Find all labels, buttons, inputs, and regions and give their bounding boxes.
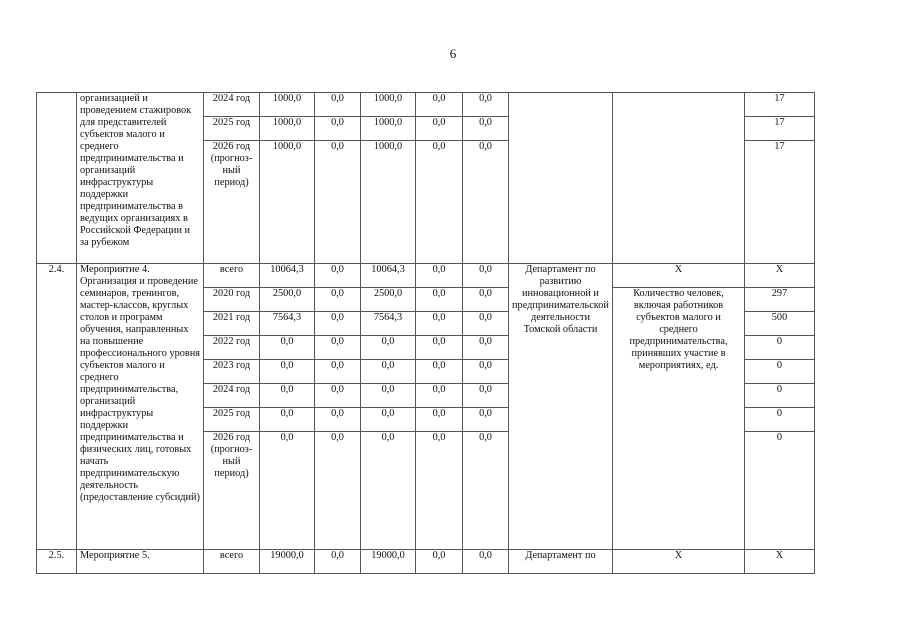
value-other: 0,0 <box>463 93 509 117</box>
value-local: 0,0 <box>416 117 463 141</box>
value-local: 0,0 <box>416 288 463 312</box>
value-regional: 0,0 <box>361 360 416 384</box>
value-regional: 0,0 <box>361 408 416 432</box>
measure-description: Мероприятие 5. <box>77 550 204 574</box>
target-value: 0 <box>745 336 815 360</box>
value-local: 0,0 <box>416 312 463 336</box>
value-regional: 19000,0 <box>361 550 416 574</box>
page-number: 6 <box>449 46 457 61</box>
value-federal: 0,0 <box>315 432 361 550</box>
value-federal: 0,0 <box>315 550 361 574</box>
year-cell: 2021 год <box>204 312 260 336</box>
value-federal: 0,0 <box>315 408 361 432</box>
value-federal: 0,0 <box>315 117 361 141</box>
value-federal: 0,0 <box>315 288 361 312</box>
value-local: 0,0 <box>416 432 463 550</box>
value-other: 0,0 <box>463 384 509 408</box>
value-total: 0,0 <box>260 432 315 550</box>
table-row <box>37 93 815 117</box>
program-table <box>36 92 815 574</box>
indicator-cell <box>613 93 745 264</box>
target-value: 0 <box>745 360 815 384</box>
value-other: 0,0 <box>463 288 509 312</box>
value-other: 0,0 <box>463 117 509 141</box>
indicator-cell: Х <box>613 550 745 574</box>
value-federal: 0,0 <box>315 141 361 264</box>
year-cell: 2025 год <box>204 117 260 141</box>
target-value: 297 <box>745 288 815 312</box>
measure-description: Мероприятие 4. Организация и проведение семинаров, тренингов, мастер-классов, круглых столов и программ обучения, направленных на повышение профессионального уровня субъектов малого и среднего предпринимательства, организаций инфраструктуры поддержки предпринимательства и физических лиц, готовых начать предпринимательскую деятельность (предоставление субсидий) <box>77 264 204 550</box>
value-regional: 1000,0 <box>361 141 416 264</box>
value-federal: 0,0 <box>315 93 361 117</box>
value-other: 0,0 <box>463 408 509 432</box>
value-total: 1000,0 <box>260 93 315 117</box>
year-cell: 2024 год <box>204 93 260 117</box>
indicator-cell: Количество человек, включая работников субъектов малого и среднего предпринимательства, принявших участие в мероприятиях, ед. <box>613 288 745 550</box>
value-other: 0,0 <box>463 360 509 384</box>
department-cell: Департамент по развитию инновационной и предпринимательской деятельности Томской области <box>509 264 613 550</box>
target-value: Х <box>745 550 815 574</box>
table-row <box>37 264 815 288</box>
year-cell: всего <box>204 550 260 574</box>
value-total: 0,0 <box>260 360 315 384</box>
target-value: 500 <box>745 312 815 336</box>
value-regional: 10064,3 <box>361 264 416 288</box>
value-local: 0,0 <box>416 336 463 360</box>
value-regional: 2500,0 <box>361 288 416 312</box>
year-cell: 2020 год <box>204 288 260 312</box>
value-total: 1000,0 <box>260 141 315 264</box>
value-other: 0,0 <box>463 264 509 288</box>
value-regional: 0,0 <box>361 384 416 408</box>
target-value: 17 <box>745 141 815 264</box>
value-local: 0,0 <box>416 93 463 117</box>
department-cell: Департамент по <box>509 550 613 574</box>
value-local: 0,0 <box>416 264 463 288</box>
measure-description: организацией и проведением стажировок для представителей субъектов малого и среднего предпринимательства и организаций инфраструктуры поддержки предпринимательства в ведущих организациях в Российской Федерации и за рубежом <box>77 93 204 264</box>
value-total: 0,0 <box>260 384 315 408</box>
row-number-cell: 2.4. <box>37 264 77 550</box>
value-total: 1000,0 <box>260 117 315 141</box>
value-federal: 0,0 <box>315 264 361 288</box>
value-federal: 0,0 <box>315 312 361 336</box>
target-value: Х <box>745 264 815 288</box>
value-federal: 0,0 <box>315 384 361 408</box>
value-total: 7564,3 <box>260 312 315 336</box>
value-federal: 0,0 <box>315 336 361 360</box>
value-total: 0,0 <box>260 336 315 360</box>
value-total: 19000,0 <box>260 550 315 574</box>
value-federal: 0,0 <box>315 360 361 384</box>
value-regional: 7564,3 <box>361 312 416 336</box>
value-regional: 1000,0 <box>361 93 416 117</box>
target-value: 17 <box>745 93 815 117</box>
value-regional: 1000,0 <box>361 117 416 141</box>
value-total: 2500,0 <box>260 288 315 312</box>
value-other: 0,0 <box>463 312 509 336</box>
value-other: 0,0 <box>463 336 509 360</box>
value-regional: 0,0 <box>361 336 416 360</box>
value-local: 0,0 <box>416 141 463 264</box>
table-row <box>37 550 815 574</box>
row-number-cell: 2.5. <box>37 550 77 574</box>
target-value: 0 <box>745 408 815 432</box>
year-cell: 2026 год (прогноз-ный период) <box>204 141 260 264</box>
target-value: 0 <box>745 432 815 550</box>
value-local: 0,0 <box>416 550 463 574</box>
value-regional: 0,0 <box>361 432 416 550</box>
indicator-cell: Х <box>613 264 745 288</box>
target-value: 17 <box>745 117 815 141</box>
value-other: 0,0 <box>463 550 509 574</box>
year-cell: 2023 год <box>204 360 260 384</box>
value-other: 0,0 <box>463 432 509 550</box>
year-cell: 2024 год <box>204 384 260 408</box>
department-cell <box>509 93 613 264</box>
value-total: 10064,3 <box>260 264 315 288</box>
year-cell: 2025 год <box>204 408 260 432</box>
row-number-cell <box>37 93 77 264</box>
value-local: 0,0 <box>416 360 463 384</box>
year-cell: всего <box>204 264 260 288</box>
value-total: 0,0 <box>260 408 315 432</box>
year-cell: 2026 год (прогноз-ный период) <box>204 432 260 550</box>
target-value: 0 <box>745 384 815 408</box>
value-local: 0,0 <box>416 384 463 408</box>
value-other: 0,0 <box>463 141 509 264</box>
value-local: 0,0 <box>416 408 463 432</box>
year-cell: 2022 год <box>204 336 260 360</box>
